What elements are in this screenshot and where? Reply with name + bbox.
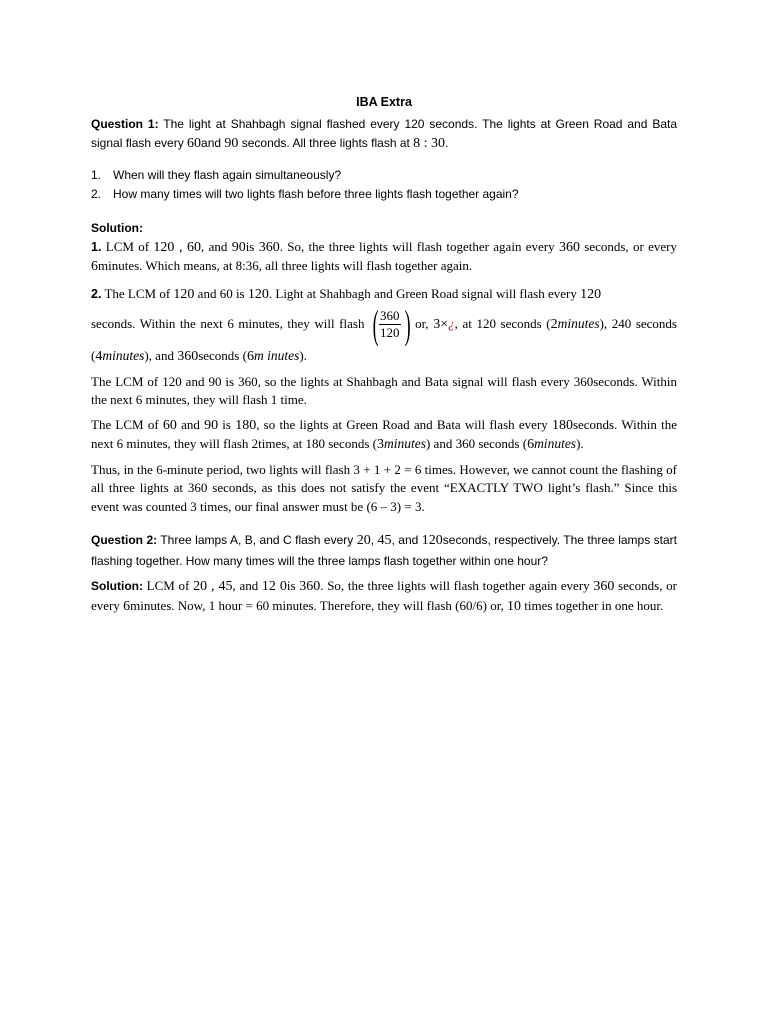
math-value: 20	[356, 533, 371, 548]
solution-text: is	[245, 238, 259, 254]
solution-text: , and	[201, 238, 232, 254]
math-unit: minutes	[383, 436, 426, 451]
question-1-text: and	[201, 135, 225, 150]
list-item-number: 1.	[91, 168, 102, 182]
solution-text: and 60 is	[194, 285, 248, 301]
fraction-denominator: 120	[380, 325, 400, 340]
math-value: 2	[550, 316, 558, 332]
math-value: 60	[162, 417, 177, 433]
math-value: 120	[580, 286, 602, 302]
paragraph-text: The LCM of	[91, 416, 163, 432]
solution-2-number: 2.	[91, 286, 102, 301]
math-unit: minutes	[534, 436, 577, 451]
list-item	[91, 166, 677, 185]
list-item-text: How many times will two lights flash before three lights flash together again?	[113, 186, 519, 201]
solution-text: . Light at Shahbagh and Green Road signal will flash every	[268, 285, 581, 301]
math-value: 60	[187, 135, 202, 151]
solution-question-2-label: Solution:	[91, 579, 143, 593]
render-error-glyph: ¿	[448, 315, 455, 331]
document-title: IBA Extra	[356, 95, 412, 109]
solution-question-2	[91, 577, 677, 616]
math-value: 120	[173, 286, 195, 302]
math-unit: m inutes	[253, 347, 300, 363]
question-2	[91, 530, 677, 571]
solution-text: LCM of	[142, 578, 194, 593]
solution-text: , at 120 seconds (	[454, 315, 551, 331]
math-value: 6	[527, 437, 535, 452]
math-unit: minutes	[557, 315, 600, 331]
math-unit: minutes	[102, 347, 145, 363]
list-item-number: 2.	[91, 186, 102, 201]
math-value: 360	[593, 579, 615, 594]
list-item	[91, 185, 677, 204]
question-1-text: seconds. All three lights flash at	[238, 135, 414, 150]
question-2-text: , and	[391, 533, 422, 547]
paragraph-shahbagh-bata: The LCM of 120 and 90 is 360, so the lights at Shahbagh and Bata signal will flash every 360seconds. Within the next 6 minutes, they will flash 1 time.	[91, 373, 677, 407]
math-value: 10	[507, 598, 522, 614]
math-value: 90	[204, 417, 219, 433]
question-1-text: The light at Shahbagh signal flashed every 120 seconds. The lights at Green Road and Bata signal flash every	[91, 117, 678, 150]
paragraph-text: , so the lights at Green Road and Bata will flash every	[256, 416, 552, 432]
solution-1	[91, 238, 677, 277]
math-value: 120 , 60	[153, 239, 202, 255]
paragraph-text: is	[218, 416, 236, 432]
fraction	[371, 301, 411, 347]
math-value: 3×	[433, 316, 449, 332]
paragraph-text: and	[176, 416, 205, 432]
solution-text: seconds, or every	[91, 578, 677, 613]
math-value: 6	[246, 348, 254, 364]
solution-1-number: 1.	[91, 239, 102, 254]
math-value: 180	[551, 417, 573, 433]
paragraph-conclusion: Thus, in the 6-minute period, two lights will flash 3 + 1 + 2 = 6 times. However, we cannot count the flashing of all three lights at 360 seconds, as this does not satisfy the event “EXACTLY TWO light’s flash.” Since this event was counted 3 times, our final answer must be (6 – 3) = 3.	[91, 461, 677, 514]
question-1-text: .	[445, 135, 449, 150]
fraction-numerator: 360	[380, 308, 400, 323]
math-value: 4	[95, 348, 103, 364]
fraction-body	[379, 308, 401, 341]
question-1-list	[91, 166, 677, 203]
solution-text: . So, the three lights will flash together again every	[320, 578, 594, 593]
math-value: 12 0	[261, 579, 287, 594]
math-value: 90	[224, 135, 239, 151]
solution-text: times together in one hour.	[521, 597, 664, 613]
question-1	[91, 115, 677, 153]
solution-text: ), and	[144, 347, 178, 363]
paragraph-green-road-bata	[91, 416, 677, 455]
math-value: 120	[247, 286, 269, 302]
solution-text: seconds. Within the next 6 minutes, they will flash	[91, 315, 370, 331]
math-value: 120	[421, 533, 443, 548]
right-paren-icon: )	[404, 301, 411, 347]
solution-text: minutes. Which means, at 8:36, all three lights will flash together again.	[98, 258, 473, 273]
math-value: 180	[235, 417, 257, 433]
math-value: 360	[177, 348, 199, 364]
question-2-label: Question 2:	[91, 533, 158, 547]
solution-text: LCM of	[101, 238, 154, 254]
math-value: 3	[376, 437, 384, 452]
math-value: 6	[91, 259, 98, 274]
document-page	[91, 94, 677, 616]
solution-text: . So, the three lights will flash together again every	[279, 238, 559, 254]
math-value: 360	[258, 239, 280, 255]
solution-text: or,	[410, 315, 434, 331]
math-value: 6	[123, 598, 131, 614]
solution-text: ), 240 seconds (	[91, 315, 677, 363]
solution-text: minutes. Now, 1 hour = 60 minutes. Therefore, they will flash (60/6) or,	[130, 597, 508, 613]
question-2-text: ,	[370, 533, 378, 547]
left-paren-icon: (	[372, 301, 379, 347]
paragraph-text: seconds. Within the next 6 minutes, they will flash 2times, at 180 seconds (	[91, 416, 678, 451]
question-1-label: Question 1:	[91, 117, 159, 131]
paragraph-text: ) and 360 seconds (	[425, 436, 528, 451]
math-value: 45	[377, 533, 392, 548]
question-2-text: seconds, respectively. The three lamps start flashing together. How many times will the three lamps flash together within one hour?	[91, 533, 677, 568]
list-item-text: When will they flash again simultaneously?	[113, 168, 342, 182]
math-value: 20 , 45	[193, 579, 233, 594]
solution-text: seconds (	[198, 347, 247, 363]
math-value: 360	[558, 239, 580, 255]
solution-text: , and	[232, 578, 262, 593]
math-value: 8 : 30	[413, 135, 446, 151]
question-2-text: Three lamps A, B, and C flash every	[157, 533, 357, 547]
paragraph-text: ).	[576, 436, 584, 451]
math-value: 90	[231, 239, 246, 255]
solution-text: ).	[299, 347, 307, 363]
math-value: 360	[299, 579, 321, 594]
solution-text: seconds, or every	[579, 238, 678, 254]
solution-text: The LCM of	[101, 285, 174, 301]
solution-2	[91, 283, 677, 367]
solution-text: is	[286, 578, 300, 593]
solution-heading: Solution:	[91, 221, 143, 235]
